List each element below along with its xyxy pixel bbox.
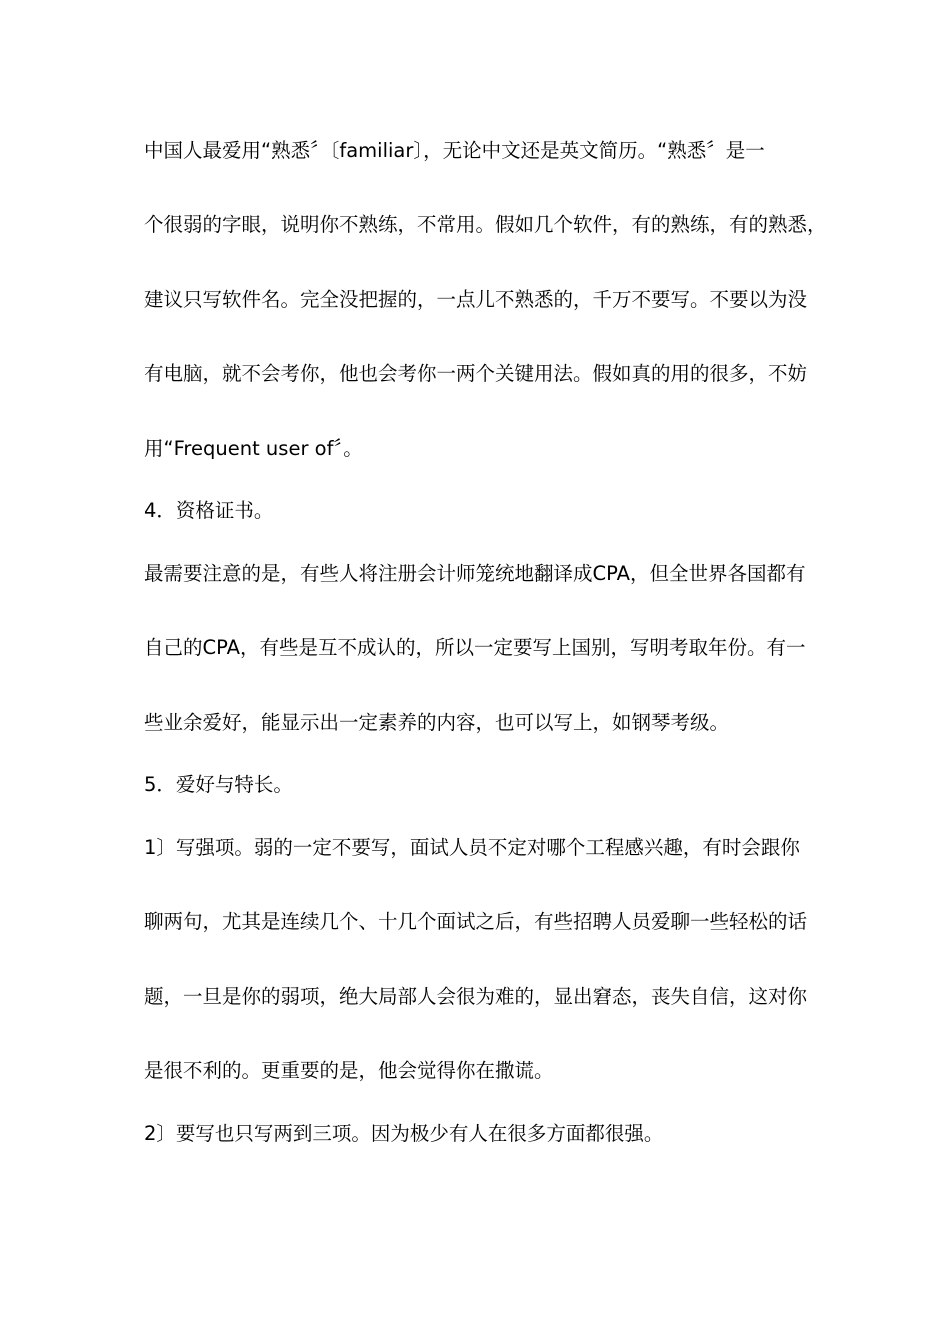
paragraph-line: 题，一旦是你的弱项，绝大局部人会很为难的，显出窘态，丧失自信，这对你 bbox=[144, 985, 808, 1008]
paragraph-line: 最需要注意的是，有些人将注册会计师笼统地翻译成CPA，但全世界各国都有 bbox=[144, 562, 806, 585]
paragraph-line: 1〕写强项。弱的一定不要写，面试人员不定对哪个工程感兴趣，有时会跟你 bbox=[144, 836, 800, 859]
paragraph-line: 用“Frequent user of〞。 bbox=[144, 437, 363, 460]
paragraph-line: 建议只写软件名。完全没把握的，一点儿不熟悉的，千万不要写。不要以为没 bbox=[144, 288, 808, 311]
section-heading: 5．爱好与特长。 bbox=[144, 773, 293, 796]
paragraph-line: 个很弱的字眼，说明你不熟练，不常用。假如几个软件，有的熟练，有的熟悉， bbox=[144, 213, 827, 236]
paragraph-line: 有电脑，就不会考你，他也会考你一两个关键用法。假如真的用的很多，不妨 bbox=[144, 362, 808, 385]
paragraph-line: 中国人最爱用“熟悉〞〔familiar〕，无论中文还是英文简历。“熟悉〞是一 bbox=[144, 139, 765, 162]
paragraph-line: 聊两句，尤其是连续几个、十几个面试之后，有些招聘人员爱聊一些轻松的话 bbox=[144, 910, 808, 933]
paragraph-line: 是很不利的。更重要的是，他会觉得你在撒谎。 bbox=[144, 1059, 554, 1082]
paragraph-line: 自己的CPA，有些是互不成认的，所以一定要写上国别，写明考取年份。有一 bbox=[144, 636, 806, 659]
paragraph-line: 些业余爱好，能显示出一定素养的内容，也可以写上，如钢琴考级。 bbox=[144, 711, 730, 734]
section-heading: 4．资格证书。 bbox=[144, 499, 274, 522]
paragraph-line: 2〕要写也只写两到三项。因为极少有人在很多方面都很强。 bbox=[144, 1122, 664, 1145]
